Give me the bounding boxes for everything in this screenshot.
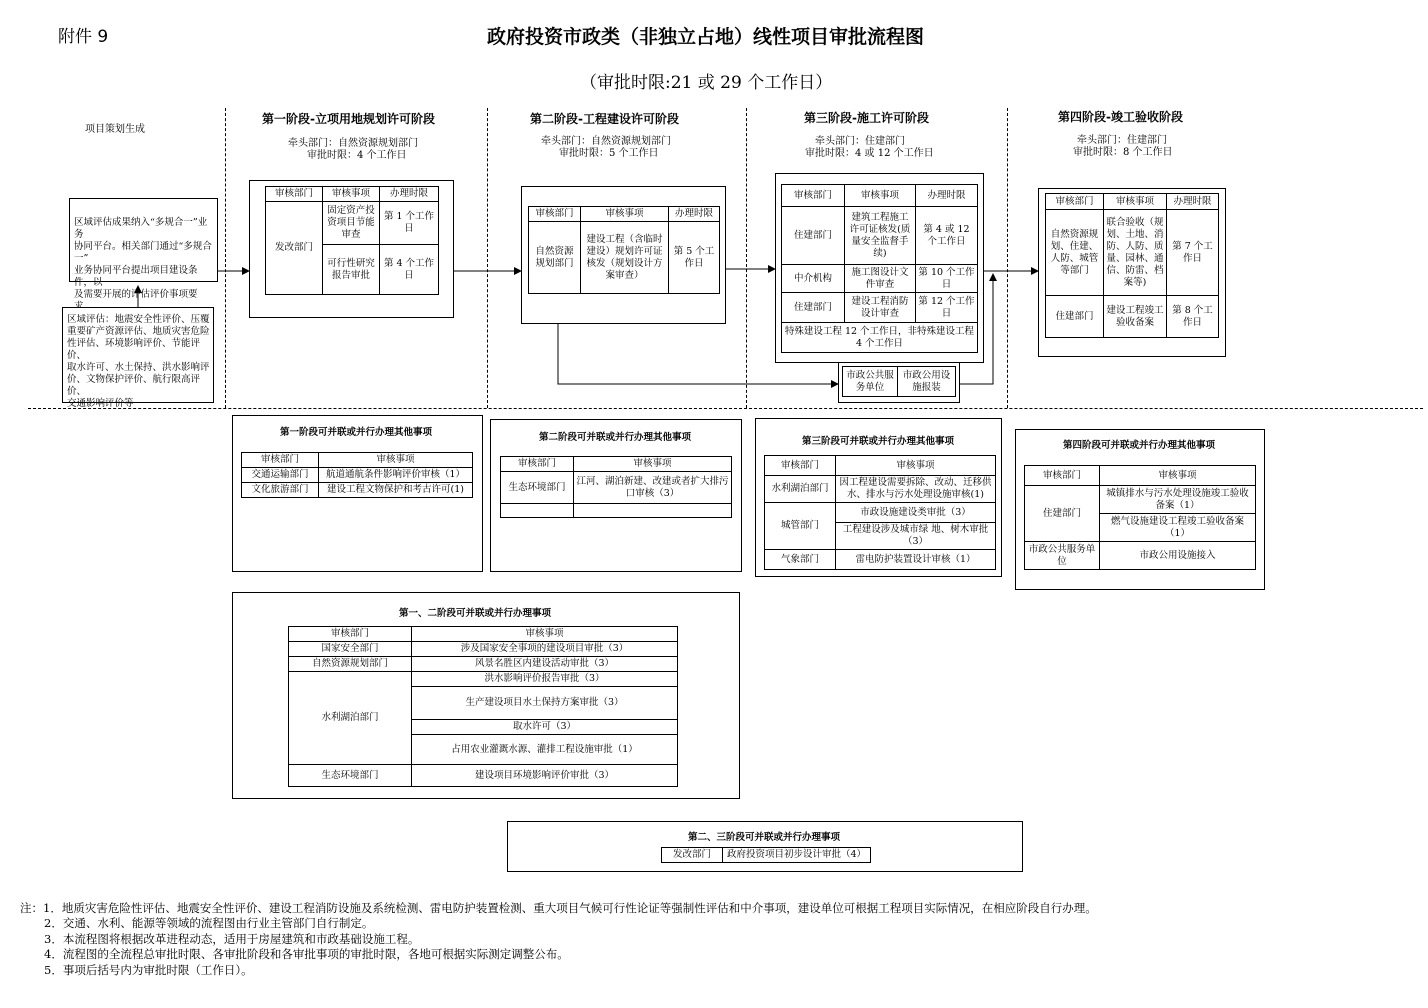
time-cell: 第 1 个工作日	[380, 202, 439, 245]
item-cell: 建设项目环境影响评价审批（3）	[412, 765, 678, 787]
utility-item: 市政公用设施报装	[898, 367, 956, 397]
time-cell: 第 8 个工作日	[1167, 296, 1219, 338]
item-cell: 城镇排水与污水处理设施竣工验收备案（1）	[1100, 486, 1256, 514]
item-cell: 工程建设涉及城市绿 地、树木审批（3）	[836, 523, 996, 550]
col-header: 审核事项	[836, 456, 996, 476]
stage4-lead: 牵头部门：住建部门	[1077, 135, 1167, 146]
dept-cell: 自然资源规划部门	[529, 222, 581, 294]
pre-stage-label: 项目策划生成	[85, 124, 145, 135]
col-header: 审核部门	[266, 187, 323, 202]
time-cell: 第 10 个工作日	[916, 265, 978, 293]
parallel3-title: 第三阶段可并联或并行办理其他事项	[802, 436, 955, 447]
dept-cell: 气象部门	[765, 550, 836, 570]
item-cell: 建设工程（含临时建设）规划许可证核发（规划设计方案审查）	[581, 222, 669, 294]
item-cell: 江河、湖泊新建、改建或者扩大排污口审核（3）	[574, 472, 732, 504]
col-header: 办理时限	[669, 207, 720, 222]
dept-cell: 自然资源规划部门	[289, 657, 412, 672]
parallel23-title: 第二、三阶段可并联或并行办理事项	[688, 832, 841, 843]
dept-cell: 市政公共服务单位	[1025, 542, 1100, 570]
parallel1-title: 第一阶段可并联或并行办理其他事项	[280, 427, 433, 438]
dept-cell: 生态环境部门	[501, 472, 574, 504]
note-5: 5．事项后括号内为审批时限（工作日）。	[44, 963, 253, 977]
dept-cell: 城管部门	[765, 503, 836, 550]
assessment-line: 价、文物保护评价、航行限高评价、	[67, 374, 201, 397]
col-header: 审核事项	[319, 453, 473, 468]
dept-cell: 生态环境部门	[289, 765, 412, 787]
item-cell: 生产建设项目水土保持方案审批（3）	[412, 687, 678, 720]
parallel2-title: 第二阶段可并联或并行办理其他事项	[539, 432, 692, 443]
stage2-time: 审批时限：5 个工作日	[559, 148, 659, 159]
assessment-line: 区域评估：地震安全性评价、压覆	[67, 314, 210, 325]
page-title: 政府投资市政类（非独立占地）线性项目审批流程图	[487, 26, 925, 48]
item-cell: 政府投资项目初步设计审批（4）	[723, 848, 871, 863]
utility-dept: 市政公共服务单位	[843, 367, 898, 397]
item-cell: 占用农业灌溉水源、灌排工程设施审批（1）	[412, 735, 678, 765]
dept-cell: 住建部门	[1025, 486, 1100, 542]
arrow-to-utility	[558, 324, 838, 384]
parallel12-table	[288, 626, 678, 787]
note-3: 3．本流程图将根据改革进程动态，适用于房屋建筑和市政基础设施工程。	[44, 932, 420, 946]
dept-cell: 发改部门	[266, 202, 323, 295]
dept-cell: 国家安全部门	[289, 642, 412, 657]
empty-cell	[501, 504, 574, 518]
flow-arrows	[0, 0, 1428, 420]
col-header: 审核事项	[1100, 466, 1256, 486]
item-cell: 施工图设计文件审查	[845, 265, 916, 293]
dept-cell: 水利湖泊部门	[289, 672, 412, 765]
stage3-time: 审批时限：4 或 12 个工作日	[805, 148, 934, 159]
item-cell: 建设工程消防设计审查	[845, 293, 916, 323]
stage4-title: 第四阶段-竣工验收阶段	[1058, 110, 1183, 124]
assessment-line: 取水许可、水土保持、洪水影响评	[67, 362, 210, 373]
col-header: 审核部门	[289, 627, 412, 642]
assessment-line: 重要矿产资源评估、地质灾害危险	[67, 326, 210, 337]
parallel2-table	[500, 456, 732, 518]
pre-box-line: 协同平台。相关部门通过“多规合一”	[74, 241, 212, 264]
col-header: 审核部门	[242, 453, 319, 468]
time-cell: 第 12 个工作日	[916, 293, 978, 323]
arrow-utility-to-stage4	[960, 274, 993, 384]
parallel1-table	[241, 452, 473, 498]
item-cell: 市政公用设施接入	[1100, 542, 1256, 570]
item-cell: 取水许可（3）	[412, 720, 678, 735]
dept-cell: 自然资源规划、住建、人防、城管等部门	[1046, 210, 1104, 296]
col-header: 办理时限	[380, 187, 439, 202]
parallel12-title: 第一、二阶段可并联或并行办理事项	[399, 608, 552, 619]
note-1: 注：1．地质灾害危险性评估、地震安全性评价、建设工程消防设施及系统检测、雷电防护装置检测、重大项目气候可行性论证等强制性评估和中介事项，建设单位可根据工程项目实际情况，在相应阶段自行办理。	[20, 901, 1097, 915]
item-cell: 雷电防护装置设计审核（1）	[836, 550, 996, 570]
item-cell: 洪水影响评价报告审批（3）	[412, 672, 678, 687]
dept-cell: 住建部门	[782, 293, 845, 323]
col-header: 审核部门	[782, 185, 845, 207]
empty-cell	[574, 504, 732, 518]
note-cell: 特殊建设工程 12 个工作日，非特殊建设工程 4 个工作日	[782, 323, 978, 353]
stage3-lead: 牵头部门：住建部门	[815, 136, 905, 147]
col-header: 审核部门	[1046, 194, 1104, 210]
parallel3-table	[764, 455, 996, 570]
item-cell: 燃气设施建设工程竣工验收备案（1）	[1100, 514, 1256, 542]
item-cell: 市政设施建设类审批（3）	[836, 503, 996, 523]
item-cell: 可行性研究报告审批	[323, 245, 380, 295]
dept-cell: 住建部门	[782, 207, 845, 265]
dept-cell: 发改部门	[662, 848, 723, 863]
col-header: 审核事项	[412, 627, 678, 642]
col-header: 审核事项	[845, 185, 916, 207]
pre-box-line: 及需要开展的评估评价事项要	[74, 289, 198, 300]
assessment-line: 交通影响评价等	[67, 398, 134, 409]
annex-label: 附件 9	[58, 27, 109, 47]
col-header: 审核部门	[765, 456, 836, 476]
pre-box-line: 业务协同平台提出项目建设条件，以	[74, 265, 198, 288]
dept-cell: 中介机构	[782, 265, 845, 293]
stage4-time: 审批时限：8 个工作日	[1073, 147, 1173, 158]
item-cell: 涉及国家安全事项的建设项目审批（3）	[412, 642, 678, 657]
item-cell: 固定资产投资项目节能审查	[323, 202, 380, 245]
col-header: 审核事项	[323, 187, 380, 202]
col-header: 办理时限	[916, 185, 978, 207]
note-4: 4．流程图的全流程总审批时限、各审批阶段和各审批事项的审批时限，各地可根据实际测定调整公布。	[44, 947, 569, 961]
parallel23-table	[661, 847, 871, 863]
stage2-lead: 牵头部门：自然资源规划部门	[541, 136, 671, 147]
item-cell: 建筑工程施工许可证核发(质量安全监督手续)	[845, 207, 916, 265]
stage1-title: 第一阶段-立项用地规划许可阶段	[262, 112, 435, 126]
dept-cell: 交通运输部门	[242, 468, 319, 483]
dept-cell: 水利湖泊部门	[765, 476, 836, 503]
col-header: 办理时限	[1167, 194, 1219, 210]
stage3-title: 第三阶段-施工许可阶段	[804, 111, 929, 125]
time-cell: 第 4 个工作日	[380, 245, 439, 295]
item-cell: 航道通航条件影响评价审核（1）	[319, 468, 473, 483]
pre-box-line: 区域评估成果纳入“多规合一”业务	[74, 217, 208, 240]
time-cell: 第 7 个工作日	[1167, 210, 1219, 296]
time-cell: 第 5 个工作日	[669, 222, 720, 294]
parallel4-table	[1024, 465, 1256, 570]
item-cell: 建设工程竣工验收备案	[1104, 296, 1167, 338]
item-cell: 因工程建设需要拆除、改动、迁移供水、排水与污水处理设施审核(1)	[836, 476, 996, 503]
item-cell: 建设工程文物保护和考古许可(1)	[319, 483, 473, 498]
dept-cell: 文化旅游部门	[242, 483, 319, 498]
note-2: 2．交通、水利、能源等领域的流程图由行业主管部门自行制定。	[44, 916, 374, 930]
assessment-line: 性评估、环境影响评价、节能评价、	[67, 338, 201, 361]
page-subtitle: （审批时限:21 或 29 个工作日）	[580, 73, 833, 93]
parallel4-title: 第四阶段可并联或并行办理其他事项	[1063, 440, 1216, 451]
stage2-title: 第二阶段-工程建设许可阶段	[530, 112, 679, 126]
col-header: 审核事项	[574, 457, 732, 472]
col-header: 审核部门	[529, 207, 581, 222]
item-cell: 风景名胜区内建设活动审批（3）	[412, 657, 678, 672]
time-cell: 第 4 或 12 个工作日	[916, 207, 978, 265]
item-cell: 联合验收（规划、土地、消防、人防、质量、园林、通信、防雷、档案等)	[1104, 210, 1167, 296]
stage1-time: 审批时限：4 个工作日	[307, 150, 407, 161]
dept-cell: 住建部门	[1046, 296, 1104, 338]
col-header: 审核部门	[501, 457, 574, 472]
col-header: 审核事项	[1104, 194, 1167, 210]
col-header: 审核部门	[1025, 466, 1100, 486]
stage1-lead: 牵头部门：自然资源规划部门	[288, 138, 418, 149]
col-header: 审核事项	[581, 207, 669, 222]
